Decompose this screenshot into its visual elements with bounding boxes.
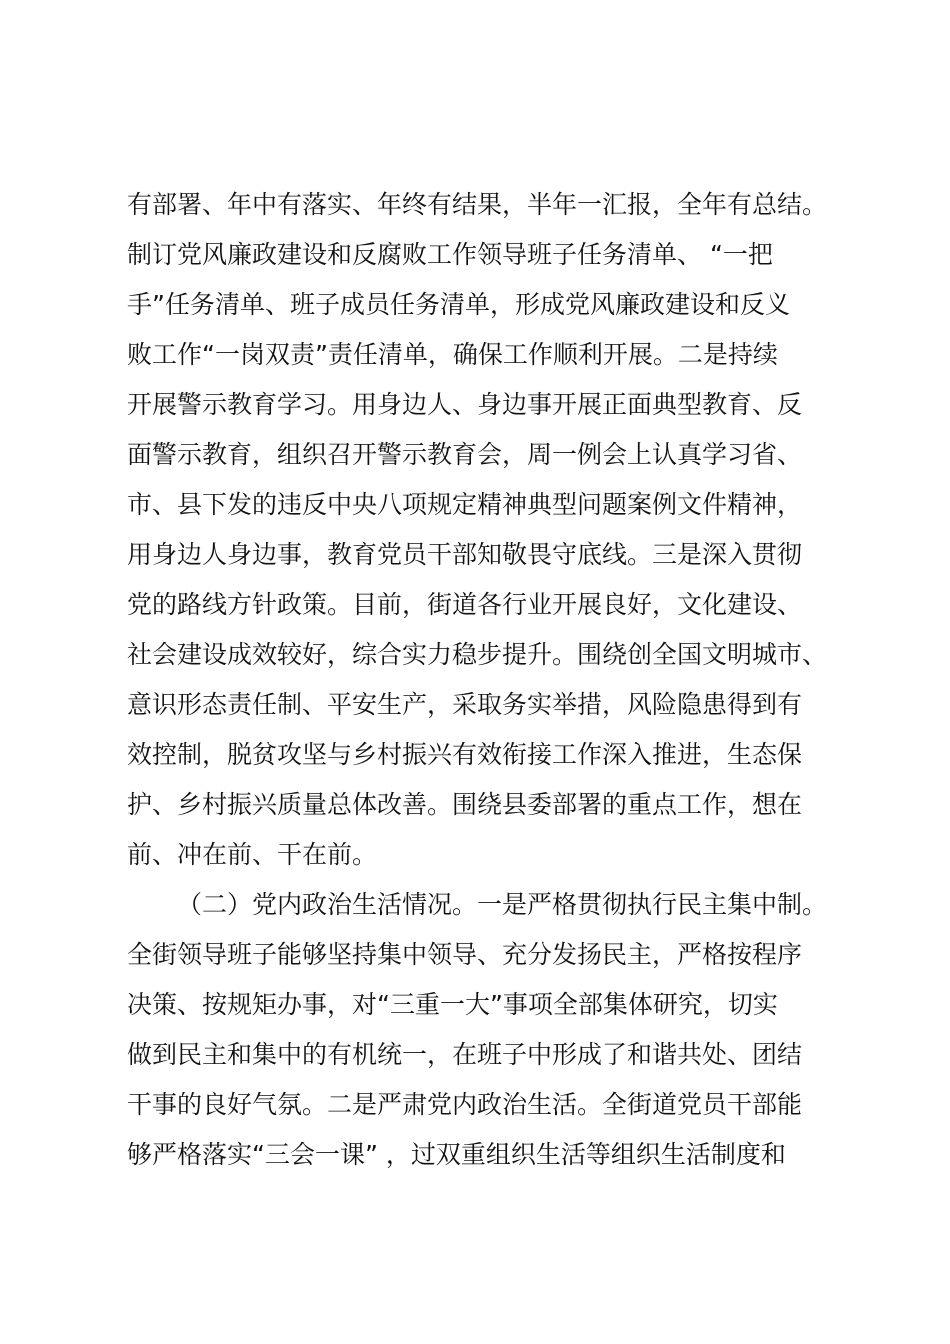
text-line: 党的路线方针政策。目前，街道各行业开展良好，文化建设、 (127, 590, 803, 619)
text-line: 用身边人身边事，教育党员干部知敬畏守底线。三是深入贯彻 (127, 540, 803, 569)
text-line: 市、县下发的违反中央八项规定精神典型问题案例文件精神， (127, 490, 803, 519)
body-text (127, 180, 847, 1180)
text-line: 全街领导班子能够坚持集中领导、充分发扬民主，严格按程序 (127, 940, 803, 969)
text-line: 开展警示教育学习。用身边人、身边事开展正面典型教育、反 (127, 390, 803, 419)
text-line: 干事的良好气氛。二是严肃党内政治生活。全街道党员干部能 (127, 1090, 803, 1119)
text-line: 效控制，脱贫攻坚与乡村振兴有效衔接工作深入推进，生态保 (127, 740, 803, 769)
text-line: 前、冲在前、干在前。 (127, 840, 378, 869)
text-line: 面警示教育，组织召开警示教育会，周一例会上认真学习省、 (127, 440, 803, 469)
text-line: 意识形态责任制、平安生产，采取务实举措，风险隐患得到有 (127, 690, 803, 719)
text-line: 败工作“一岗双责”责任清单，确保工作顺利开展。二是持续 (127, 340, 778, 369)
text-line: 有部署、年中有落实、年终有结果，半年一汇报，全年有总结。 (127, 190, 828, 219)
text-line: 决策、按规矩办事，对“三重一大”事项全部集体研究，切实 (127, 990, 778, 1019)
text-line: 社会建设成效较好，综合实力稳步提升。围绕创全国文明城市、 (127, 640, 828, 669)
text-line: 够严格落实“三会一课” ，过双重组织生活等组织生活制度和 (127, 1140, 786, 1169)
text-line: 手”任务清单、班子成员任务清单，形成党风廉政建设和反义 (127, 290, 790, 319)
text-line: 护、乡村振兴质量总体改善。围绕县委部署的重点工作，想在 (127, 790, 803, 819)
section-heading-line: （二）党内政治生活情况。一是严格贯彻执行民主集中制。 (177, 890, 828, 919)
text-line: 做到民主和集中的有机统一，在班子中形成了和谐共处、团结 (127, 1040, 803, 1069)
text-line: 制订党风廉政建设和反腐败工作领导班子任务清单、 “一把 (127, 240, 773, 269)
